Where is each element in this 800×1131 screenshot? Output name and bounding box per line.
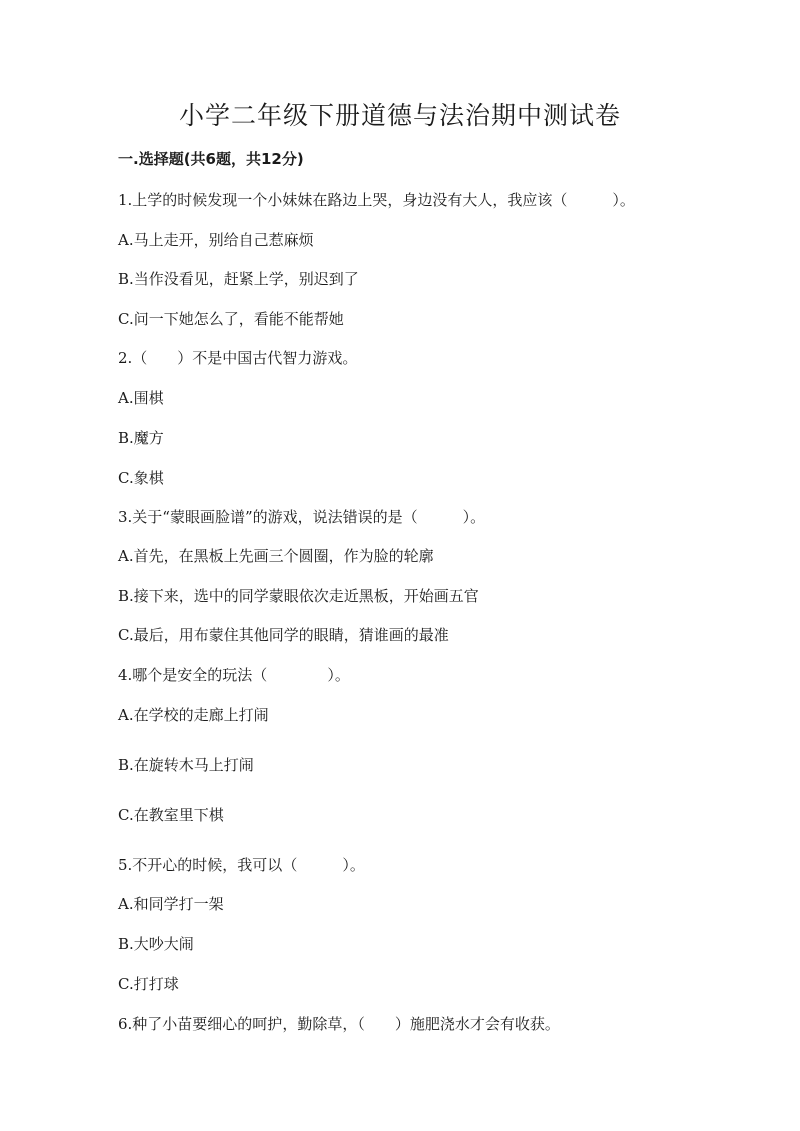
question-2-option-b: B.魔方 (118, 429, 164, 447)
question-4-stem: 4.哪个是安全的玩法（ ）。 (118, 666, 350, 684)
question-5-option-c: C.打打球 (118, 975, 179, 993)
question-5-option-b: B.大吵大闹 (118, 935, 194, 953)
question-4-option-b: B.在旋转木马上打闹 (118, 756, 254, 774)
question-2-option-c: C.象棋 (118, 469, 164, 487)
section-heading: 一.选择题(共6题，共12分) (118, 150, 304, 168)
question-3-option-b: B.接下来，选中的同学蒙眼依次走近黑板，开始画五官 (118, 587, 479, 605)
question-1-option-a: A.马上走开，别给自己惹麻烦 (118, 231, 314, 249)
question-5-stem: 5.不开心的时候，我可以（ ）。 (118, 856, 365, 874)
question-2-option-a: A.围棋 (118, 389, 164, 407)
question-5-option-a: A.和同学打一架 (118, 895, 224, 913)
question-4-option-c: C.在教室里下棋 (118, 806, 224, 824)
question-1-stem: 1.上学的时候发现一个小妹妹在路边上哭，身边没有大人，我应该（ ）。 (118, 191, 635, 209)
question-3-option-c: C.最后，用布蒙住其他同学的眼睛，猜谁画的最准 (118, 626, 449, 644)
question-1-option-c: C.问一下她怎么了，看能不能帮她 (118, 310, 344, 328)
question-1-option-b: B.当作没看见，赶紧上学，别迟到了 (118, 270, 359, 288)
question-3-stem: 3.关于“蒙眼画脸谱”的游戏，说法错误的是（ ）。 (118, 508, 486, 526)
question-4-option-a: A.在学校的走廊上打闹 (118, 706, 269, 724)
question-6-stem: 6.种了小苗要细心的呵护，勤除草，（ ）施肥浇水才会有收获。 (118, 1015, 560, 1033)
page-title: 小学二年级下册道德与法治期中测试卷 (178, 101, 621, 130)
question-3-option-a: A.首先，在黑板上先画三个圆圈，作为脸的轮廓 (118, 547, 434, 565)
question-2-stem: 2.（ ）不是中国古代智力游戏。 (118, 349, 358, 367)
